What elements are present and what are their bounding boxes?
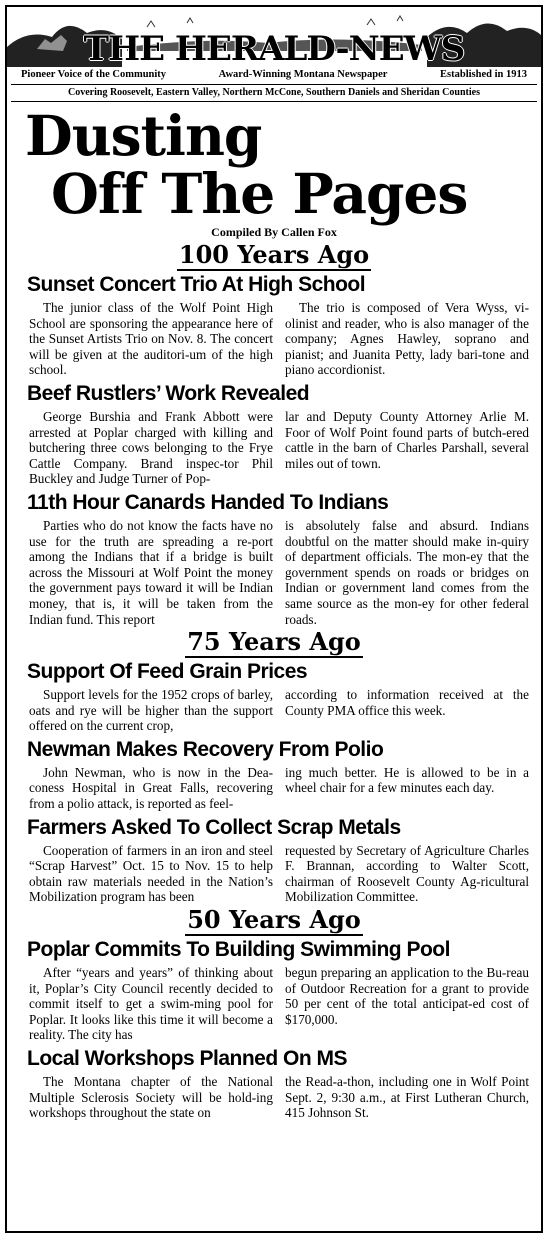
story-text: begun preparing an application to the Bu-reau of Outdoor Recreation for a grant to provide 50 per cent of the total anticipat-ed cost of $170,000. [285,965,529,1027]
story-headline: Local Workshops Planned On MS [27,1047,347,1070]
story-headline: Support Of Feed Grain Prices [27,660,308,684]
story-column-1 [29,843,273,905]
story-body [7,765,541,812]
story-column-1 [29,409,273,487]
story-column-2 [285,518,529,627]
story-text: lar and Deputy County Attorney Arlie M. Foor of Wolf Point found parts of butch-ered cattle in the barn of Charles Parshall, several miles out of town. [285,408,529,471]
page-title [7,103,541,226]
story-column-1 [29,765,273,812]
story-text: George Burshia and Frank Abbott were arrested at Poplar charged with killing and butchering three cows belonging to the Frye Cattle Company. Brand inspec-tor Phil Buckley and Judge Turner of Pop- [29,408,273,487]
story-text: After “years and years” of thinking about it, Poplar’s City Council recently decided to commit itself to get a swim-ming pool for Poplar. It looks like this time it will become a reality. The city has [29,965,273,1043]
story-text: Support levels for the 1952 crops of barley, oats and rye will be higher than the support offered on the current crop, [29,687,273,734]
story-column-2 [285,300,529,378]
story-headline: Poplar Commits To Building Swimming Pool [27,938,450,962]
story-text: requested by Secretary of Agriculture Charles F. Brannan, according to Walter Scott, chairman of Roosevelt County Ag-ricultural Mobilization Committee. [285,842,529,905]
newspaper-page [5,5,543,1233]
story-text: ing much better. He is allowed to be in a wheel chair for a few minutes each day. [285,764,529,796]
story-column-1 [29,965,273,1043]
coverage-line: Covering Roosevelt, Eastern Valley, Northern McCone, Southern Daniels and Sheridan Counties [68,87,480,98]
story-column-2 [285,687,529,734]
story-text: The Montana chapter of the National Multiple Sclerosis Society will be hold-ing workshops throughout the state on [29,1074,273,1121]
story-column-1 [29,518,273,627]
page-title-line-2: Off The Pages [51,161,468,226]
story-body [7,843,541,905]
story-text: The junior class of the Wolf Point High School are sponsoring the appearance here of the Sunset Artists Trio on Nov. 8. The concert will be given at the auditori-um of the high school. [29,300,273,378]
era-heading-text: 100 Years Ago [178,240,370,269]
era-heading [7,241,541,269]
story-headline: Sunset Concert Trio At High School [27,273,366,296]
story-column-2 [285,1074,529,1121]
story-text: Parties who do not know the facts have no use for the truth are spreading a re-port among the Indians that if a bridge is built across the Missouri at Wolf Point the money the government pays toward it will be Indian money, that is, it will be taken from the Indian fund. This report [29,517,273,627]
era-heading [7,906,541,934]
era-heading [7,628,541,656]
paper-name: THE HERALD-NEWS [83,29,465,69]
story-text: Cooperation of farmers in an iron and steel “Scrap Harvest” Oct. 15 to Nov. 15 to help obtain raw materials needed in the Nation’s Mobilization program has been [29,842,273,905]
tagline-left: Pioneer Voice of the Community [21,69,167,80]
story-text: The trio is composed of Vera Wyss, vi-olinist and reader, who is also manager of the company; Agnes Hawley, soprano and pianist; and Juanita Petty, lady bari-tone and piano accordionist. [285,300,529,378]
story-column-1 [29,300,273,378]
story-body [7,965,541,1043]
story-column-1 [29,687,273,734]
page-title-line-1: Dusting [25,103,262,168]
story-headline: 11th Hour Canards Handed To Indians [27,490,389,514]
masthead-divider [11,84,537,85]
story-body [7,687,541,734]
story-text: according to information received at the County PMA office this week. [285,687,529,718]
story-headline: Newman Makes Recovery From Polio [27,737,384,761]
masthead [7,7,541,103]
story-headline: Beef Rustlers’ Work Revealed [27,381,310,405]
story-body [7,300,541,378]
byline: Compiled By Callen Fox [211,225,337,239]
era-heading-text: 75 Years Ago [187,627,361,657]
story-body [7,409,541,487]
tagline-row [21,69,527,80]
tagline-center: Award-Winning Montana Newspaper [218,69,388,80]
story-text: the Read-a-thon, including one in Wolf Point Sept. 2, 9:30 a.m., at First Lutheran Church, 415 Johnson St. [285,1074,529,1121]
era-heading-text: 50 Years Ago [187,905,361,935]
story-column-2 [285,843,529,905]
tagline-right: Established in 1913 [440,69,527,80]
story-column-2 [285,409,529,487]
story-column-1 [29,1074,273,1121]
story-column-2 [285,965,529,1043]
story-body [7,1074,541,1121]
story-headline: Farmers Asked To Collect Scrap Metals [27,815,401,839]
story-body [7,518,541,627]
story-column-2 [285,765,529,812]
story-text: John Newman, who is now in the Dea-coness Hospital in Great Falls, recovering from a polio attack, is reported as feel- [29,764,273,812]
masthead-divider-bottom [11,101,537,102]
story-text: is absolutely false and absurd. Indians doubtful on the matter should make in-quiry of department officials. The mon-ey that the government spends on roads or bridges on Indian or government land comes from the same source as the mon-ey for other federal roads. [285,517,529,627]
